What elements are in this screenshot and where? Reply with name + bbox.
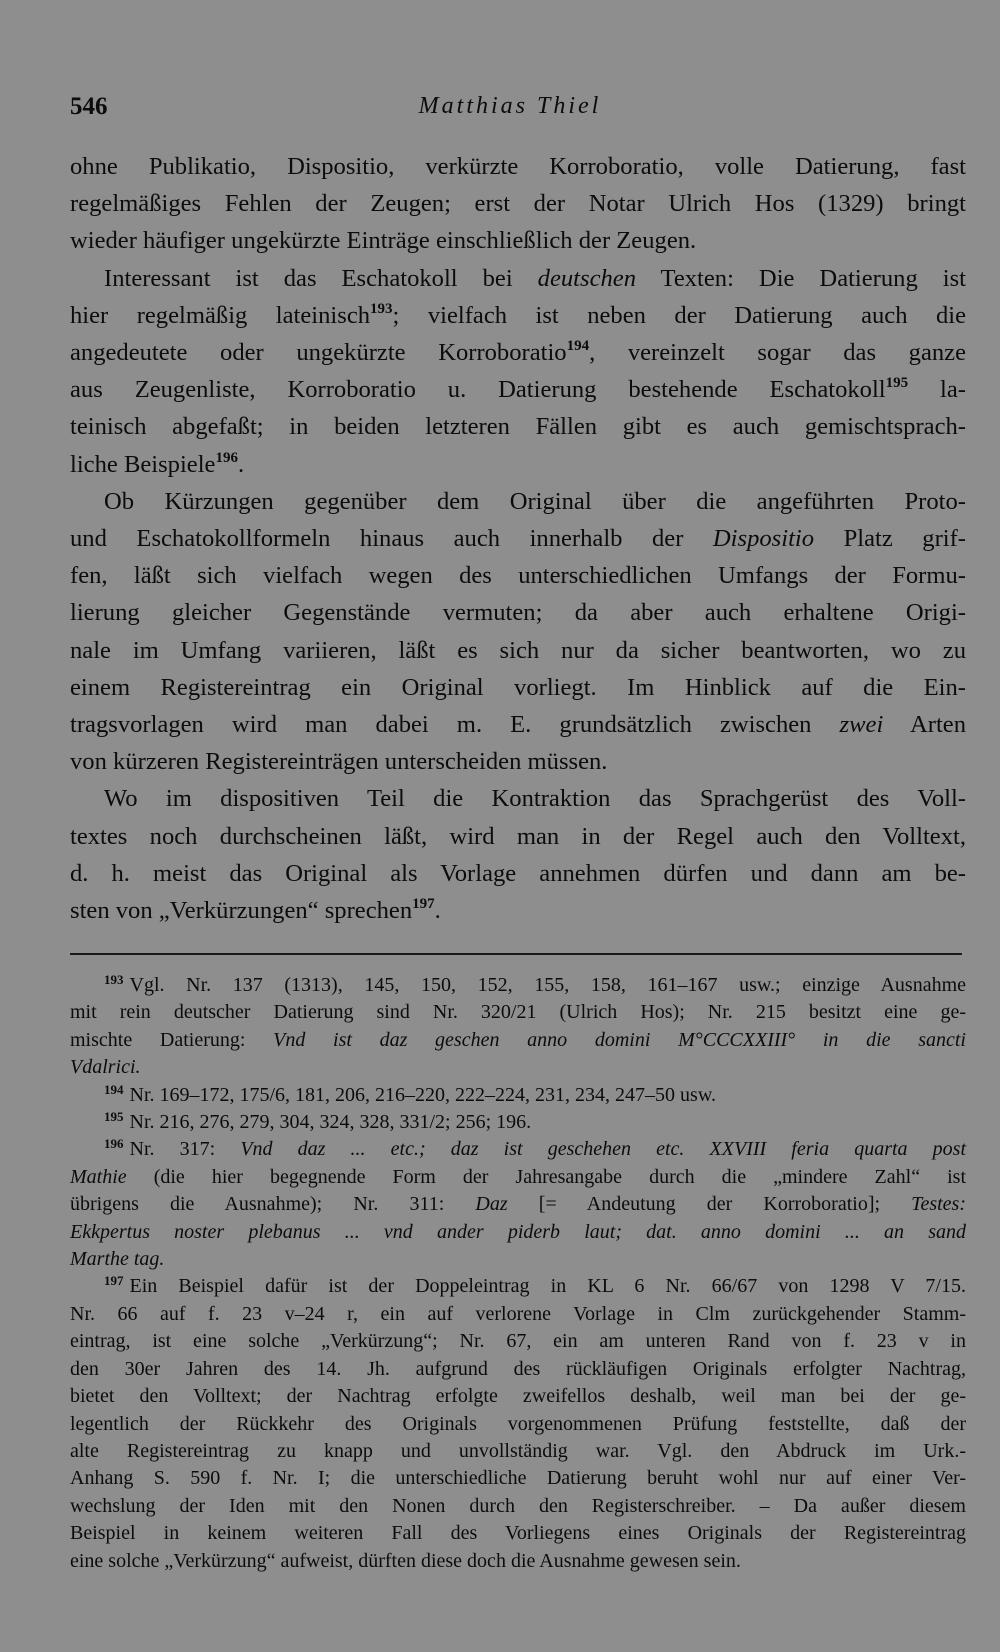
text-line (70, 520, 966, 557)
text-line: einem Registereintrag ein Original vorliegt. Im Hinblick auf die Ein- (70, 673, 966, 701)
text-span: . (237, 450, 245, 478)
text-span: tragsvorlagen wird man dabei m. E. grundsätzlich zwischen (70, 711, 840, 739)
text-line: Nr. 66 auf f. 23 v–24 r, ein auf verlorene Vorlage in Clm zurückgehender Stamm- (70, 1302, 966, 1325)
text-line: eine solche „Verkürzung“ aufweist, dürften diese doch die Ausnahme gewesen sein. (70, 1549, 741, 1572)
text-line (70, 1109, 966, 1136)
text-span: , vereinzelt sogar das ganze (589, 339, 966, 367)
text-line: wechslung der Iden mit den Nonen durch den Registerschreiber. – Da außer diesem (70, 1494, 966, 1517)
footnote-label: 197 (104, 1273, 124, 1289)
footnote-197 (70, 1273, 966, 1574)
footnote-reference: 195 (885, 375, 909, 392)
text-line: Beispiel in keinem weiteren Fall des Vorliegens eines Originals der Registereintrag (70, 1522, 966, 1545)
emphasis-text: Daz (475, 1193, 508, 1216)
text-line: Wo im dispositiven Teil die Kontraktion das Sprachgerüst des Voll- (104, 785, 966, 813)
text-span: Vgl. Nr. 137 (1313), 145, 150, 152, 155, 158, 161–167 usw.; einzige Ausnahme (129, 974, 966, 996)
footnote-196 (70, 1136, 966, 1273)
emphasis-text: Vnd daz ... etc.; daz ist geschehen etc. XXVIII feria quarta post (240, 1138, 966, 1161)
text-line: regelmäßiges Fehlen der Zeugen; erst der Notar Ulrich Hos (1329) bringt (70, 190, 966, 218)
footnote-195 (70, 1109, 966, 1136)
footnote-reference: 196 (215, 449, 238, 466)
text-line: Ekkpertus noster plebanus ... vnd ander piderb laut; dat. anno domini ... an sand (70, 1220, 966, 1243)
footnote-label: 193 (104, 972, 124, 987)
text-span: Texten: Die Datierung ist (636, 264, 966, 292)
text-line (70, 1273, 966, 1300)
text-line (70, 371, 966, 408)
emphasis-text: Testes: (911, 1193, 966, 1216)
text-line: bietet den Volltext; der Nachtrag erfolgte zweifellos deshalb, weil man bei der ge- (70, 1385, 966, 1408)
footnote-reference: 194 (566, 338, 590, 355)
text-line: Anhang S. 590 f. Nr. I; die unterschiedliche Datierung beruht wohl nur auf einer Ver- (70, 1467, 966, 1490)
text-line: d. h. meist das Original als Vorlage annehmen dürfen und dann am be- (70, 859, 966, 887)
text-line (70, 1164, 966, 1191)
text-span: hier regelmäßig lateinisch (70, 301, 371, 329)
text-span: übrigens die Ausnahme); Nr. 311: (70, 1193, 476, 1216)
text-line (70, 1027, 966, 1054)
text-span: ; vielfach ist neben der Datierung auch die (392, 301, 966, 329)
text-line: Marthe tag. (70, 1248, 165, 1271)
footnote-reference: 193 (370, 300, 393, 317)
text-line (70, 297, 966, 334)
text-line (70, 972, 966, 999)
page-header (70, 93, 950, 127)
text-line (70, 892, 966, 929)
emphasis-text: Mathie (70, 1165, 127, 1188)
footnote-divider (70, 953, 962, 955)
footnote-reference: 197 (412, 896, 435, 913)
footnotes (70, 972, 966, 1575)
paragraph-3 (70, 483, 966, 781)
text-line: legentlich der Rückkehr des Originals vorgenommenen Prüfung feststellte, daß der (70, 1412, 966, 1435)
running-title: Matthias Thiel (418, 93, 602, 119)
text-line: wieder häufiger ungekürzte Einträge einschließlich der Zeugen. (70, 227, 697, 255)
footnote-194 (70, 1082, 966, 1109)
text-span: la- (908, 376, 967, 404)
text-span: . (434, 897, 441, 925)
text-line: den 30er Jahren des 14. Jh. aufgrund des rückläufigen Originals erfolgter Nachtrag, (70, 1357, 966, 1380)
text-span: Nr. 169–172, 175/6, 181, 206, 216–220, 222–224, 231, 234, 247–50 usw. (129, 1083, 716, 1106)
text-line (70, 1136, 966, 1163)
text-span: Interessant ist das Eschatokoll bei (104, 264, 538, 292)
emphasis-text: deutschen (537, 264, 636, 292)
text-span: Ein Beispiel dafür ist der Doppeleintrag in KL 6 Nr. 66/67 von 1298 V 7/15. (129, 1275, 966, 1298)
text-span: Platz grif- (814, 525, 966, 553)
text-span: liche Beispiele (70, 450, 216, 478)
text-span: [= Andeutung der Korroboratio]; (507, 1193, 912, 1216)
footnote-193 (70, 972, 966, 1082)
page-number: 546 (70, 93, 108, 120)
text-span: und Eschatokollformeln hinaus auch innerhalb der (70, 525, 713, 553)
text-line (70, 1082, 966, 1109)
text-line (70, 260, 966, 297)
text-line (70, 334, 966, 371)
text-span: Nr. 317: (129, 1138, 241, 1161)
text-line: ohne Publikatio, Dispositio, verkürzte Korroboratio, volle Datierung, fast (70, 153, 966, 180)
text-line (70, 706, 966, 743)
footnote-label: 195 (104, 1109, 124, 1125)
footnote-label: 194 (104, 1081, 124, 1097)
text-line: alte Registereintrag zu knapp und unvollständig war. Vgl. den Abdruck im Urk.- (70, 1439, 966, 1462)
text-line: lierung gleicher Gegenstände vermuten; da aber auch erhaltene Origi- (70, 599, 966, 627)
paragraph-1 (70, 148, 966, 260)
text-line: Ob Kürzungen gegenüber dem Original über die angeführten Proto- (104, 487, 966, 515)
text-line: teinisch abgefaßt; in beiden letzteren Fällen gibt es auch gemischtsprach- (70, 413, 966, 441)
text-line: von kürzeren Registereinträgen unterscheiden müssen. (70, 748, 608, 776)
emphasis-text: Vnd ist daz geschen anno domini M°CCCXXIII° in die sancti (273, 1028, 966, 1051)
text-span: angedeutete oder ungekürzte Korroboratio (70, 339, 567, 367)
text-span: aus Zeugenliste, Korroboratio u. Datierung bestehende Eschatokoll (70, 376, 886, 404)
paragraph-4 (70, 780, 966, 929)
emphasis-text: Dispositio (712, 525, 815, 553)
footnote-label: 196 (104, 1136, 124, 1152)
text-line: fen, läßt sich vielfach wegen des unterschiedlichen Umfangs der Formu- (70, 562, 966, 590)
emphasis-text: zwei (839, 711, 884, 739)
text-line (70, 1191, 966, 1218)
text-line (70, 446, 966, 483)
text-line: eintrag, ist eine solche „Verkürzung“; Nr. 67, ein am unteren Rand von f. 23 v in (70, 1330, 966, 1353)
text-span: Arten (883, 711, 966, 739)
text-span: Nr. 216, 276, 279, 304, 324, 328, 331/2; 256; 196. (129, 1111, 532, 1134)
text-span: sten von „Verkürzungen“ sprechen (70, 897, 413, 925)
text-line: textes noch durchscheinen läßt, wird man in der Regel auch den Volltext, (70, 822, 966, 850)
body-text (70, 148, 966, 929)
text-line: mit rein deutscher Datierung sind Nr. 320/21 (Ulrich Hos); Nr. 215 besitzt eine ge- (70, 1001, 966, 1024)
text-span: mischte Datierung: (70, 1028, 274, 1051)
paragraph-2 (70, 260, 966, 483)
text-line: Vdalrici. (70, 1056, 141, 1079)
text-span: (die hier begegnende Form der Jahresangabe durch die „mindere Zahl“ ist (126, 1165, 966, 1188)
text-line: nale im Umfang variieren, läßt es sich nur da sicher beantworten, wo zu (70, 636, 966, 664)
